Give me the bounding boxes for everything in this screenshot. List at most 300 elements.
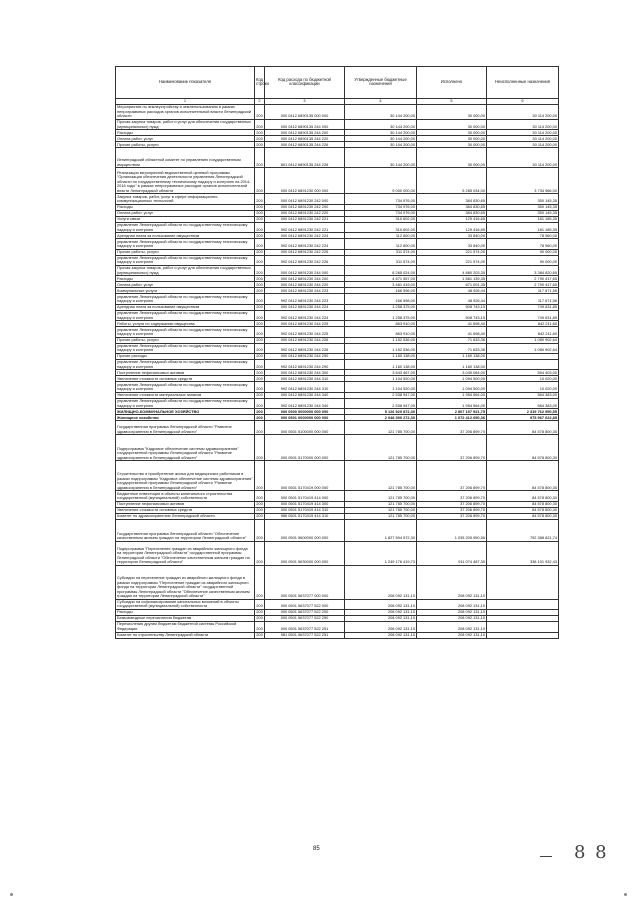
handwritten-page-mark: 8 8 [574, 842, 609, 863]
cell-budget-code: 000 0412 6891230 244 225 [265, 321, 345, 327]
cell-line-code: 200 [256, 336, 263, 342]
cell-name: Безвозмездные перечисления бюджетам [116, 616, 255, 622]
cell-unexecuted: 30 114 200,00 [487, 148, 559, 168]
cell-executed: 129 416,65 [417, 216, 487, 222]
cell-line-code: 200 [256, 141, 263, 147]
cell-line-code: 200 [255, 294, 265, 304]
cell-executed: 208 092 131,10 [417, 599, 487, 609]
cell-budget-code: 801 0412 6890135 244 226 [265, 148, 345, 168]
cell-budget-code: 000 0412 6891230 242 224 [265, 233, 345, 239]
cell-name: Поступление нефинансовых активов [116, 501, 255, 507]
cell-approved: 30 144 200,00 [345, 148, 417, 168]
cell-executed: 1 954 564,00 [417, 392, 487, 398]
cell-budget-code: 000 0412 6891230 244 290 [265, 354, 345, 360]
cell-executed: 33 840,00 [417, 233, 487, 239]
table-row [116, 622, 559, 632]
cell-budget-code: 000 0501 5637077 522 251 [265, 622, 345, 632]
table-row [116, 294, 559, 304]
cell-unexecuted [487, 622, 559, 632]
cell-executed: 5 265 034,00 [417, 168, 487, 194]
cell-line-code: 200 [256, 408, 263, 414]
cell-name: Увеличение стоимости материальных запасов [116, 392, 255, 398]
cell-approved: 1 104 520,00 [345, 382, 417, 392]
table-row [116, 148, 559, 168]
cell-line-code: 200 [256, 500, 263, 506]
table-row [116, 599, 559, 609]
cell-budget-code: 000 0501 5170419 000 000 [265, 461, 345, 491]
cell-budget-code: 000 0412 6890135 244 200 [265, 130, 345, 136]
cell-unexecuted: 584 383,00 [487, 392, 559, 398]
cell-executed: 4 880 203,35 [417, 266, 487, 276]
cell-budget-code: 000 0501 5100000 000 000 [265, 421, 345, 435]
cell-executed: 508 743,15 [417, 304, 487, 310]
cell-line-code: 200 [255, 382, 265, 392]
cell-approved: 121 785 700,00 [345, 491, 417, 501]
cell-approved: 9 000 000,00 [345, 168, 417, 194]
cell-budget-code: 992 0412 6891230 244 225 [265, 327, 345, 337]
cell-executed: 508 743,15 [417, 310, 487, 320]
cell-line-code: 200 [255, 565, 265, 599]
cell-name: Коммунальные услуги [116, 288, 255, 294]
cell-budget-code: 000 0412 6891230 244 226 [265, 337, 345, 343]
cell-name: Увеличение стоимости основных средств [116, 507, 255, 513]
cell-executed: 48 926,44 [417, 294, 487, 304]
cell-unexecuted: 181 185,35 [487, 222, 559, 232]
cell-executed: 33 840,00 [417, 239, 487, 249]
cell-budget-code: 000 0412 6890135 244 220 [265, 136, 345, 142]
cell-line-code: 200 [256, 615, 263, 621]
cell-executed: 30 000,00 [417, 136, 487, 142]
cell-line-code: 200 [256, 506, 263, 512]
cell-unexecuted: 84 578 800,30 [487, 507, 559, 513]
cell-unexecuted: 10 020,00 [487, 382, 559, 392]
cell-name: Арендная плата за пользование имуществом [116, 233, 255, 239]
column-number: 4 [345, 98, 417, 105]
cell-unexecuted [487, 632, 559, 638]
cell-executed: 71 633,36 [417, 337, 487, 343]
cell-name: Жилищное хозяйство [116, 415, 255, 421]
cell-unexecuted: 350 145,35 [487, 194, 559, 204]
cell-name: Перечисления другим бюджетам бюджетной системы Российской Федерации [116, 622, 255, 632]
cell-budget-code: 992 0412 6891230 244 310 [265, 382, 345, 392]
cell-executed: 37 206 899,70 [417, 513, 487, 519]
cell-name: Оплата работ, услуг [116, 210, 255, 216]
cell-name: Услуги связи [116, 216, 255, 222]
cell-unexecuted: 30 114 200,00 [487, 130, 559, 136]
cell-unexecuted: 90 000,00 [487, 255, 559, 265]
cell-executed: 208 092 131,10 [417, 632, 487, 638]
cell-approved: 208 092 131,10 [345, 632, 417, 638]
cell-budget-code: 000 0412 6891230 242 000 [265, 194, 345, 204]
cell-unexecuted: 594 403,00 [487, 370, 559, 376]
cell-unexecuted: 30 114 200,00 [487, 120, 559, 130]
cell-approved: 311 574,00 [345, 249, 417, 255]
cell-approved: 30 144 200,00 [345, 130, 417, 136]
cell-name: управление Ленинградской области по государственному техническому надзору и контролю [116, 239, 255, 249]
cell-line-code: 200 [255, 327, 265, 337]
cell-name: Расходы [116, 204, 255, 210]
budget-report-sheet [115, 66, 558, 639]
cell-executed: 3 049 064,00 [417, 370, 487, 376]
table-row [116, 310, 559, 320]
cell-approved: 208 092 131,10 [345, 610, 417, 616]
cell-approved: 734 976,00 [345, 194, 417, 204]
table-row [116, 435, 559, 461]
cell-name: Комитет по здравоохранению Ленинградской области [116, 513, 255, 519]
header-unexecuted: Неисполненные назначения [487, 67, 559, 99]
cell-line-code: 200 [255, 148, 265, 168]
cell-line-code: 200 [256, 135, 263, 141]
cell-line-code: 200 [256, 281, 263, 287]
cell-executed: 384 830,65 [417, 210, 487, 216]
cell-executed: 1 094 500,00 [417, 382, 487, 392]
cell-name: управление Ленинградской области по государственному техническому надзору и контролю [116, 343, 255, 353]
cell-executed: 37 206 899,70 [417, 435, 487, 461]
cell-name: Государственная программа Ленинградской области "Обеспечение качественным жильем граждан на территории Ленинградской области" [116, 519, 255, 541]
cell-executed: 1 094 500,00 [417, 376, 487, 382]
table-row [116, 461, 559, 491]
cell-budget-code: 000 0501 5600000 000 000 [265, 519, 345, 541]
cell-executed: 30 000,00 [417, 120, 487, 130]
cell-approved: 121 785 700,00 [345, 501, 417, 507]
cell-line-code: 200 [255, 255, 265, 265]
cell-executed: 1 160 138,00 [417, 354, 487, 360]
cell-approved: 2 538 947,00 [345, 392, 417, 398]
cell-executed: 30 000,00 [417, 105, 487, 120]
cell-line-code: 200 [255, 310, 265, 320]
cell-budget-code: 000 0412 6891230 244 000 [265, 266, 345, 276]
cell-approved: 121 785 700,00 [345, 507, 417, 513]
cell-budget-code: 000 0501 5170419 414 310 [265, 507, 345, 513]
cell-line-code: 200 [256, 609, 263, 615]
cell-name: Увеличение стоимости основных средств [116, 376, 255, 382]
header-approved: Утвержденные бюджетные назначения [345, 67, 417, 99]
cell-budget-code: 000 0501 5637077 522 250 [265, 616, 345, 622]
table-row [116, 105, 559, 120]
margin-dash [540, 856, 552, 857]
cell-name: Субсидии на софинансирование капитальных вложений в объекты государственной (муниципальной) собственности [116, 599, 255, 609]
cell-unexecuted: 2 790 417,65 [487, 282, 559, 288]
cell-unexecuted: 117 671,56 [487, 294, 559, 304]
cell-approved: 3 643 467,00 [345, 370, 417, 376]
cell-unexecuted: 975 967 622,85 [487, 415, 559, 421]
cell-budget-code: 981 0501 5637077 522 251 [265, 632, 345, 638]
cell-name: Прочая закупка товаров, работ и услуг для обеспечения государственных (муниципальных) нужд [116, 120, 255, 130]
cell-executed: 37 206 899,70 [417, 507, 487, 513]
cell-name: управление Ленинградской области по государственному техническому надзору и контролю [116, 310, 255, 320]
cell-budget-code: 992 0412 6891230 244 224 [265, 310, 345, 320]
table-row [116, 421, 559, 435]
table-row [116, 565, 559, 599]
page-number: 85 [313, 846, 320, 852]
cell-name: Прочие работы, услуги [116, 249, 255, 255]
cell-approved: 1 152 536,00 [345, 337, 417, 343]
cell-name: Бюджетные инвестиции в объекты капитального строительства государственной (муниципальной) собственности [116, 491, 255, 501]
cell-executed: 41 698,40 [417, 321, 487, 327]
cell-executed: 221 574,00 [417, 249, 487, 255]
cell-unexecuted: 10 020,00 [487, 376, 559, 382]
cell-unexecuted: 792 388 621,74 [487, 519, 559, 541]
cell-budget-code: 000 0500 0000000 000 000 [265, 409, 345, 415]
cell-budget-code: 000 0412 6890135 000 000 [265, 105, 345, 120]
cell-budget-code: 992 0412 6891230 244 223 [265, 294, 345, 304]
cell-executed: 71 633,36 [417, 343, 487, 353]
cell-budget-code: 000 0501 5630000 000 000 [265, 541, 345, 565]
cell-executed: 384 830,65 [417, 194, 487, 204]
cell-executed: 671 001,35 [417, 282, 487, 288]
cell-name: ЖИЛИЩНО-КОММУНАЛЬНОЕ ХОЗЯЙСТВО [116, 409, 255, 415]
table-row [116, 398, 559, 408]
cell-budget-code: 992 0412 6891230 244 226 [265, 343, 345, 353]
column-number: 1 [116, 98, 255, 105]
cell-budget-code: 000 0412 6891230 244 223 [265, 288, 345, 294]
cell-name: управление Ленинградской области по государственному техническому надзору и контролю [116, 382, 255, 392]
cell-name: Расходы [116, 130, 255, 136]
table-row [116, 255, 559, 265]
cell-executed: 1 954 564,00 [417, 398, 487, 408]
cell-approved: 1 827 594 572,30 [345, 519, 417, 541]
cell-executed: 30 000,00 [417, 130, 487, 136]
cell-name: управление Ленинградской области по государственному техническому надзору и контролю [116, 360, 255, 370]
cell-budget-code: 992 0412 6891230 242 226 [265, 255, 345, 265]
cell-approved: 4 671 557,00 [345, 276, 417, 282]
cell-line-code: 200 [255, 491, 265, 501]
table-row [116, 360, 559, 370]
cell-unexecuted [487, 599, 559, 609]
cell-name: Реализация мероприятий ведомственной целевой программы "Организация обеспечения деятельности управления Ленинградской области по государственному техническому надзору и контролю на 2014-2016 годы" в рамках непрограммных расходов органов исполнительной власти Ленинградской области [116, 168, 255, 194]
column-number: 2 [255, 98, 265, 105]
cell-approved: 883 910,00 [345, 321, 417, 327]
cell-approved: 734 976,00 [345, 204, 417, 210]
cell-executed: 208 092 131,10 [417, 622, 487, 632]
cell-unexecuted: 30 114 200,00 [487, 136, 559, 142]
cell-approved: 311 574,00 [345, 255, 417, 265]
cell-approved: 112 800,00 [345, 239, 417, 249]
cell-approved: 208 092 131,10 [345, 599, 417, 609]
cell-name: управление Ленинградской области по государственному техническому надзору и контролю [116, 327, 255, 337]
cell-executed: 30 000,00 [417, 142, 487, 148]
cell-name: Оплата работ, услуг [116, 282, 255, 288]
header-budget-code: Код расхода по бюджетной классификации [265, 67, 345, 99]
cell-unexecuted: 350 145,35 [487, 204, 559, 210]
cell-line-code: 200 [256, 216, 263, 222]
cell-budget-code: 986 0501 5170419 414 310 [265, 513, 345, 519]
cell-executed: 1 160 138,00 [417, 360, 487, 370]
table-row [116, 541, 559, 565]
cell-line-code: 200 [256, 210, 263, 216]
cell-line-code: 200 [255, 360, 265, 370]
cell-approved: 208 092 131,10 [345, 622, 417, 632]
cell-line-code: 200 [256, 129, 263, 135]
cell-budget-code: 000 0412 6890135 244 000 [265, 120, 345, 130]
cell-unexecuted: 842 211,60 [487, 327, 559, 337]
cell-line-code: 200 [255, 541, 265, 565]
cell-line-code: 200 [256, 631, 263, 637]
cell-unexecuted: 181 185,35 [487, 216, 559, 222]
cell-approved: 30 144 200,00 [345, 120, 417, 130]
cell-name: Мероприятия по землеустройству и землепользованию в рамках непрограммных расходов органов исполнительной власти Ленинградской области [116, 105, 255, 120]
cell-unexecuted: 3 734 966,00 [487, 168, 559, 194]
table-row [116, 327, 559, 337]
cell-name: Расходы [116, 276, 255, 282]
cell-budget-code: 000 0412 6891230 242 200 [265, 204, 345, 210]
cell-unexecuted: 90 000,00 [487, 249, 559, 255]
cell-unexecuted: 84 578 800,30 [487, 491, 559, 501]
cell-line-code: 200 [256, 512, 263, 518]
cell-unexecuted: 30 114 200,00 [487, 105, 559, 120]
cell-line-code: 200 [256, 320, 263, 326]
cell-line-code: 200 [255, 519, 265, 541]
cell-approved: 1 104 520,00 [345, 376, 417, 382]
cell-unexecuted: 84 578 800,30 [487, 501, 559, 507]
cell-executed: 208 092 131,10 [417, 616, 487, 622]
table-row [116, 239, 559, 249]
cell-name: Поступление нефинансовых активов [116, 370, 255, 376]
cell-unexecuted: 338 101 932,43 [487, 541, 559, 565]
cell-budget-code: 992 0412 6891230 244 290 [265, 360, 345, 370]
cell-budget-code: 000 0412 6890135 244 226 [265, 142, 345, 148]
cell-unexecuted: 84 578 800,30 [487, 435, 559, 461]
cell-name: Ленинградский областной комитет по управлению государственным имуществом [116, 148, 255, 168]
cell-line-code: 200 [256, 392, 263, 398]
cell-line-code: 200 [255, 222, 265, 232]
cell-line-code: 200 [256, 287, 263, 293]
cell-budget-code: 000 0501 5637077 522 000 [265, 599, 345, 609]
cell-line-code: 200 [256, 275, 263, 281]
cell-executed: 37 206 899,70 [417, 461, 487, 491]
cell-unexecuted: 1 080 902,64 [487, 343, 559, 353]
cell-budget-code: 000 0412 6891230 244 200 [265, 276, 345, 282]
cell-line-code: 200 [255, 622, 265, 632]
cell-line-code: 200 [255, 461, 265, 491]
cell-line-code: 200 [256, 248, 263, 254]
cell-executed: 41 698,40 [417, 327, 487, 337]
cell-unexecuted: 584 383,00 [487, 398, 559, 408]
cell-unexecuted [487, 565, 559, 599]
cell-line-code: 200 [255, 421, 265, 435]
cell-executed: 911 074 487,30 [417, 541, 487, 565]
cell-name: Подпрограмма "Кадровое обеспечение системы здравоохранения" государственной программы Ленинградской области "Развитие здравоохранения в Ленинградской области" [116, 435, 255, 461]
cell-line-code: 200 [255, 343, 265, 353]
cell-approved: 1 152 536,00 [345, 343, 417, 353]
header-line-code: Код строки [255, 67, 265, 99]
cell-approved: 2 048 390 272,30 [345, 415, 417, 421]
table-row [116, 382, 559, 392]
header-executed: Исполнено [417, 67, 487, 99]
scan-speck [624, 893, 627, 896]
cell-line-code: 200 [255, 398, 265, 408]
scan-speck [10, 893, 13, 896]
cell-budget-code: 000 0412 6891230 244 310 [265, 376, 345, 382]
cell-approved: 1 160 138,00 [345, 360, 417, 370]
cell-budget-code: 000 0501 5170000 000 000 [265, 435, 345, 461]
table-row [116, 168, 559, 194]
cell-budget-code: 000 0412 6891230 244 220 [265, 282, 345, 288]
cell-approved: 3 461 419,00 [345, 282, 417, 288]
cell-budget-code: 000 0501 5637077 522 200 [265, 610, 345, 616]
cell-name: Арендная плата за пользование имуществом [116, 304, 255, 310]
cell-approved: 734 976,00 [345, 210, 417, 216]
column-number: 3 [265, 98, 345, 105]
cell-name: Комитет по строительству Ленинградской области [116, 632, 255, 638]
cell-approved: 1 160 138,00 [345, 354, 417, 360]
cell-approved: 166 598,00 [345, 294, 417, 304]
table-row [116, 519, 559, 541]
cell-approved: 8 265 024,00 [345, 266, 417, 276]
cell-name: управление Ленинградской области по государственному техническому надзору и контролю [116, 255, 255, 265]
cell-line-code: 200 [255, 599, 265, 609]
cell-approved: 30 144 200,00 [345, 105, 417, 120]
cell-name: Субсидии на переселение граждан из аварийного жилищного фонда в рамках подпрограммы "Переселение граждан из аварийного жилищного фонда на территории Ленинградской области" государственной программы Ленинградской области "Обеспечение качественным жильем граждан на территории Ленинградской области" [116, 565, 255, 599]
table-row [116, 343, 559, 353]
cell-line-code: 200 [256, 353, 263, 359]
cell-executed: 384 830,65 [417, 204, 487, 210]
table-body [116, 105, 559, 638]
cell-line-code: 200 [256, 204, 263, 210]
cell-executed: 221 574,00 [417, 255, 487, 265]
cell-name: управление Ленинградской области по государственному техническому надзору и контролю [116, 398, 255, 408]
cell-unexecuted: 1 080 902,64 [487, 337, 559, 343]
cell-unexecuted: 78 960,00 [487, 239, 559, 249]
cell-approved: 121 785 700,00 [345, 461, 417, 491]
cell-unexecuted: 84 578 800,30 [487, 421, 559, 435]
cell-executed: 208 092 131,10 [417, 610, 487, 616]
cell-name: Подпрограмма "Переселение граждан из аварийного жилищного фонда на территории Ленинградской области" государственной программы Ленинградской области "Обеспечение качественным жильем граждан на территории Ленинградской области" [116, 541, 255, 565]
cell-approved: 30 144 200,00 [345, 142, 417, 148]
cell-approved: 121 785 700,00 [345, 513, 417, 519]
cell-name: Прочие работы, услуги [116, 142, 255, 148]
cell-approved: 5 126 920 872,30 [345, 409, 417, 415]
cell-budget-code: 000 0501 0000000 000 000 [265, 415, 345, 421]
cell-name: Прочие расходы [116, 354, 255, 360]
cell-executed: 48 926,44 [417, 288, 487, 294]
cell-line-code: 200 [255, 239, 265, 249]
cell-budget-code: 000 0412 6891230 000 000 [265, 168, 345, 194]
cell-unexecuted: 84 578 800,30 [487, 461, 559, 491]
cell-approved: 1 258 375,00 [345, 304, 417, 310]
cell-budget-code: 000 0412 6891230 244 300 [265, 370, 345, 376]
cell-approved: 1 249 176 419,73 [345, 541, 417, 565]
cell-approved: 208 092 131,10 [345, 616, 417, 622]
cell-approved: 30 144 200,00 [345, 136, 417, 142]
cell-line-code: 200 [256, 375, 263, 381]
cell-unexecuted: 78 960,00 [487, 233, 559, 239]
column-number: 5 [417, 98, 487, 105]
cell-approved: 121 785 700,00 [345, 435, 417, 461]
cell-line-code: 200 [256, 414, 263, 420]
table-row [116, 632, 559, 638]
cell-budget-code: 992 0412 6891230 244 340 [265, 398, 345, 408]
cell-name: управление Ленинградской области по государственному техническому надзору и контролю [116, 222, 255, 232]
cell-budget-code: 000 0412 6891230 244 340 [265, 392, 345, 398]
cell-budget-code: 000 0412 6891230 242 226 [265, 249, 345, 255]
table-row [116, 222, 559, 232]
cell-line-code: 200 [255, 435, 265, 461]
cell-executed: 208 092 131,10 [417, 565, 487, 599]
cell-unexecuted: 842 211,60 [487, 321, 559, 327]
cell-approved: 208 092 131,10 [345, 565, 417, 599]
table-header [116, 67, 559, 105]
cell-unexecuted: 84 578 800,30 [487, 513, 559, 519]
cell-approved: 310 602,00 [345, 222, 417, 232]
cell-unexecuted: 350 145,35 [487, 210, 559, 216]
cell-unexecuted: 2 790 417,65 [487, 276, 559, 282]
cell-name: Строительство и приобретение жилья для медицинских работников в рамках подпрограммы "Кадровое обеспечение системы здравоохранения" государственной программы Ленинградской области "Развитие здравоохранения в Ленинградской области" [116, 461, 255, 491]
table-row [116, 120, 559, 130]
cell-unexecuted: 30 114 200,00 [487, 142, 559, 148]
cell-name: Прочая закупка товаров, работ и услуг для обеспечения государственных (муниципальных) нужд [116, 266, 255, 276]
cell-executed: 129 416,65 [417, 222, 487, 232]
